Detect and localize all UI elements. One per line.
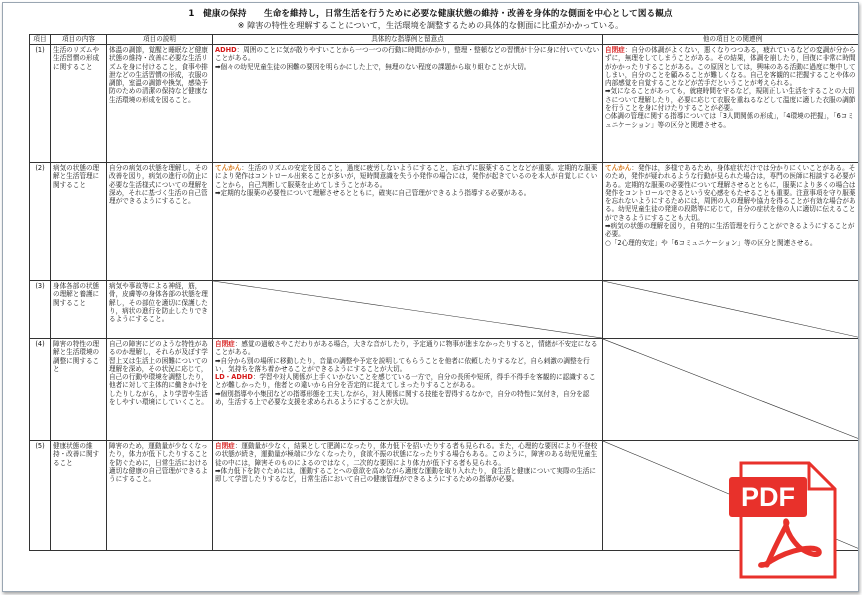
disability-label: 自閉症: [605, 46, 625, 54]
header-item: 項目: [30, 35, 51, 45]
document-page: [2, 2, 859, 592]
table-row: [30, 45, 860, 163]
paragraph-text: ：生活のリズムの安定を図ること，過度に疲労しないようにすること，忘れずに服薬することなどが重要。定期的な服薬により発作はコントロール出来ることが多いが，短時間意識を失う小発作の場合には，発作が起きているのを本人が自覚しにくいことから，自己判断して服薬を止めてしまうことがある。: [215, 164, 598, 189]
paragraph-text: ➡自分から別の場所に移動したり，音量の調整や予定を説明してもらうことを他者に依頼したりするなど，自ら刺激の調整を行い，気持ちを落ち着かせることができるようにすることが大切。: [215, 356, 590, 373]
paragraph-text: ○体調の管理に関する指導については「3人間関係の形成」，「4環境の把握」，「6コミュニケーション」等の区分と関連させる。: [605, 112, 854, 129]
item-explanation: 障害のため，運動量が少なくなったり，体力が低下したりすることを防ぐために，日常生活における適切な健康の自己管理ができるようにすること。: [107, 441, 213, 551]
empty-cell-diagonal: [603, 281, 859, 338]
guidance-cell: [213, 45, 603, 163]
guidance-cell: [213, 163, 603, 281]
guidance-paragraph: [215, 467, 600, 484]
related-cell: [603, 339, 860, 441]
item-explanation: 体温の調節，覚醒と睡眠など健康状態の維持・改善に必要な生活リズムを身に付けること，食事や排泄などの生活習慣の形成，衣服の調節，室温の調節や換気，感染予防のための清潔の保持など健康な生活環境の形成を図ること。: [107, 45, 213, 163]
item-number: (5): [30, 441, 51, 551]
table-row: [30, 281, 860, 339]
related-paragraph: [605, 46, 859, 87]
guidance-paragraph: [215, 63, 600, 71]
related-paragraph: [605, 164, 859, 222]
paragraph-text: ➡個別指導や小集団などの指導形態を工夫しながら，対人関係に関する技能を習得するなかで，自分の特性に気付き，自分を認め，生活する上で必要な支援を求められるようにすることが大切。: [215, 389, 590, 407]
item-number: (2): [30, 163, 51, 281]
pdf-file-icon[interactable]: [727, 461, 839, 579]
paragraph-text: ：自分の体調がよくない，悪くなりつつある，疲れているなどの変調が分からずに，無理をしてしまうことがある。その結果，体調を崩したり，回復に非常に時間がかかったりすることがある。この原因としては，興味のある活動に過度に集中してしまい，自分のことを顧みることが難しくなる。自己を客観的に把握することや体の内部感覚を自覚することなどが苦手だということが考えられる。: [605, 46, 856, 88]
item-content: 障害の特性の理解と生活環境の調整に関すること: [51, 339, 107, 441]
paragraph-text: ：学習や対人関係が上手くいかないことを感じている一方で，自分の長所や短所，得手不得手を客観的に認識することが難しかったり，他者との違いから自分を否定的に捉えてしまったりすることがある。: [215, 373, 596, 390]
guidance-paragraph: [215, 390, 600, 407]
disability-label: ADHD: [215, 46, 237, 54]
item-explanation: 病気や事故等による神経，筋，骨，皮膚等の身体各部の状態を理解し，その部位を適切に保護したり，病状の進行を防止したりできるようにすること。: [107, 281, 213, 339]
guidance-paragraph: [215, 357, 600, 374]
guidance-cell: [213, 441, 603, 551]
paragraph-text: ➡気になることがあっても，就寝時間を守るなど，規則正しい生活をすることの大切さについて理解したり，必要に応じて衣服を重ねるなどして温度に適した衣服の調節を行うことを身に付けたりすることが必要。: [605, 87, 856, 113]
table-header-row: [30, 35, 860, 45]
guidance-cell: [213, 281, 603, 339]
guidance-paragraph: [215, 340, 600, 357]
header-explanation: 項目の説明: [107, 35, 213, 45]
table-row: [30, 163, 860, 281]
item-content: 身体各部の状態の理解と養護に関すること: [51, 281, 107, 339]
disability-label: 自閉症: [215, 442, 235, 450]
related-paragraph: [605, 222, 859, 239]
item-content: 病気の状態の理解と生活管理に関すること: [51, 163, 107, 281]
guidance-paragraph: [215, 442, 600, 467]
item-explanation: 自分の病気の状態を理解し，その改善を図り，病気の進行の防止に必要な生活様式についての理解を深め，それに基づく生活の自己管理ができるようにすること。: [107, 163, 213, 281]
disability-label: てんかん: [605, 164, 632, 172]
item-number: (3): [30, 281, 51, 339]
header-guidance: 具体的な指導例と留意点: [213, 35, 603, 45]
guidance-paragraph: [215, 46, 600, 63]
item-content: 生活のリズムや生活習慣の形成に関すること: [51, 45, 107, 163]
item-content: 健康状態の維持・改善に関すること: [51, 441, 107, 551]
guidance-cell: [213, 339, 603, 441]
paragraph-text: ：運動量が少なく，結果として肥満になったり，体力低下を招いたりする者も見られる。また，心理的な要因により不登校の状態が続き，運動量が極端に少なくなったり，食欲不振の状態になったりする場合もある。このように，障害のある幼児児童生徒の中には，障害そのものによるのではなく，二次的な要因により体力が低下する者も見られる。: [215, 442, 598, 467]
paragraph-text: ➡体力低下を防ぐためには，運動することへの意欲を高めながら適度な運動を取り入れたり，食生活と健康について実際の生活に即して学習したりするなど，日常生活において自己の健康管理ができるようにするための指導が必要。: [215, 466, 596, 484]
header-related: 他の項目との関連例: [603, 35, 860, 45]
disability-label: LD・ADHD: [215, 373, 253, 382]
paragraph-text: ：感覚の過敏さやこだわりがある場合，大きな音がしたり，予定通りに物事が進まなかったりすると，情緒が不安定になることがある。: [215, 340, 598, 357]
empty-cell-diagonal: [603, 339, 859, 440]
header-content: 項目の内容: [51, 35, 107, 45]
guidance-paragraph: [215, 189, 600, 197]
related-paragraph: [605, 87, 859, 112]
item-number: (1): [30, 45, 51, 163]
paragraph-text: ➡個々の幼児児童生徒の困難の要因を明らかにした上で，無理のない程度の課題から取り組むことが大切。: [215, 62, 531, 71]
disability-label: てんかん: [215, 164, 242, 172]
related-paragraph: [605, 112, 859, 129]
pdf-label: PDF: [741, 482, 795, 512]
related-cell: [603, 163, 860, 281]
page-title: 1 健康の保持 生命を維持し，日常生活を行うために必要な健康状態の維持・改善を身体的な側面を中心として図る観点: [188, 9, 673, 19]
paragraph-text: ：発作は，多様であるため，身体症状だけでは分かりにくいことがある。そのため，発作が疑われるような行動が見られた場合は，専門の医師に相談する必要がある。定期的な服薬の必要性について理解させるとともに，服薬により多くの場合は発作をコントロールできるという安心感をもたせることも重要。注意事項を守り服薬を忘れないようにするためには，周囲の人の理解や協力を得ることが有効な場合がある。幼児児童生徒の発達の段階等に応じて，自分の症状を他の人に適切に伝えることができるようにすることも大切。: [605, 164, 856, 222]
guidance-paragraph: [215, 373, 600, 390]
paragraph-text: ：周囲のことに気が散りやすいことから一つ一つの行動に時間がかかり，整理・整頓などの習慣が十分に身に付いていないことがある。: [215, 46, 600, 63]
guidance-paragraph: [215, 164, 600, 189]
related-cell: [603, 45, 860, 163]
empty-cell-diagonal: [213, 281, 602, 338]
paragraph-text: ➡定期的な服薬の必要性について理解させるとともに，確実に自己管理ができるよう指導する必要がある。: [215, 188, 531, 197]
page-note: ※ 障害の特性を理解することについて，生活環境を調整するための具体的な側面に比重がかかっている。: [237, 20, 624, 30]
item-number: (4): [30, 339, 51, 441]
related-cell: [603, 281, 860, 339]
disability-label: 自閉症: [215, 340, 235, 348]
item-explanation: 自己の障害にどのような特性があるのか理解し，それらが及ぼす学習上又は生活上の困難についての理解を深め，その状況に応じて，自己の行動や環境を調整したり，他者に対して主体的に働きかけをしたりしながら，より学習や生活をしやすい環境にしていくこと。: [107, 339, 213, 441]
related-paragraph: [605, 239, 859, 247]
paragraph-text: ➡病気の状態の理解を図り，自発的に生活管理を行うことができるようにすることが必要。: [605, 222, 855, 239]
table-row: [30, 339, 860, 441]
paragraph-text: ○「2心理的安定」や「6コミュニケーション」等の区分と関連させる。: [605, 238, 817, 247]
